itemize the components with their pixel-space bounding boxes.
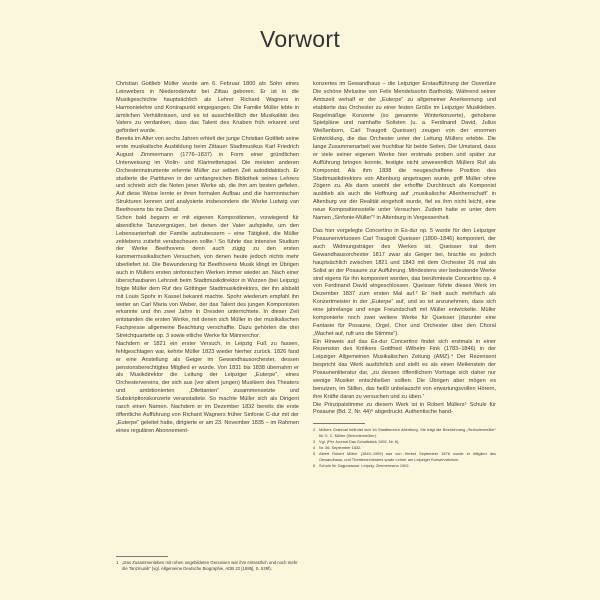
footnote-number: 1 — [116, 560, 119, 565]
paragraph: Das hier vorgelegte Concertino in Es-dur op. 5 wurde für den Leipziger Posaunenvirtuosen Carl Traugott Queisser (1800–1846) komponiert, der auch Widmungsträger des Werkes ist. Queisser trat dem Gewandhausorchester 1817 zwar als Geiger bei, brachte es jedoch hauptsächlich zwischen 1821 und 1843 mit dem Orchester 26 mal als Solist an der Posaune zur Aufführung. Mindestens vier bedeutende Werke sind eigens für ihn komponiert worden, das berühmteste Concertino op. 4 von Ferdinand David eingeschlossen. Queisser führte dieses Werk im Dezember 1837 zum ersten Mal auf.³ Er hielt auch mehrfach als Konzertmeister in der „Euterpe“ auf, und so ist anzunehmen, dass sich eine jahrelange und enge Freundschaft mit Müller entwickelte. Müller komponierte noch zwei weitere Werke für Queisser (darunter eine Fantasie für Posaune, Orgel, Chor und Orchester über den Choral „Wachet auf, ruft uns die Stimme“). — [313, 228, 496, 337]
footnote-number: 6 — [313, 463, 316, 469]
footnote — [313, 427, 496, 438]
left-column — [116, 81, 299, 435]
page-title: Vorwort — [259, 26, 341, 52]
paragraph: Christian Gottlieb Müller wurde am 6. Februar 1800 als Sohn eines Leinwebers in Niederoderwitz bei Zittau geboren. Er ist in die Musikgeschichte hauptsächlich als Lehrer Richard Wagners in Harmonielehre und Kontrapunkt eingegangen. Die Familie Müller lebte in ärmlichen Verhältnissen, und es ist ausschließlich der Musikalität des Vaters zu verdanken, dass das Talent des Knaben früh erkannt und gefördert wurde. — [116, 81, 299, 135]
footnote — [116, 560, 299, 572]
right-column — [313, 81, 496, 469]
paragraph: Ein Hinweis auf das Es-dur Concertino findet sich erstmals in einer Rezension des Kritikers Gottfried Wilhelm Fink (1783–1846) in der Leipziger Allgemeinen Musikalischen Zeitung (AMZ).⁴ Der Rezensent bespricht das Werk ausführlich und stellt es als einen Meilenstein der Posaunenliteratur dar, „zu dessen öffentlichem Vortrage sich daher nur wenige Musiker entschließen sollten. Die Übrigen aber mögen es benutzen, im Stillen, das heißt unbelauscht von erwartungsvollen Hörern, ihre Kräfte daran zu versuchen und zu üben.“ — [313, 338, 496, 400]
footnote-text: Schule für Zugposaune. Leipzig: Zimmermann 1902. — [319, 463, 410, 469]
footnote-rule — [116, 556, 168, 557]
footnote-number: 3 — [313, 439, 316, 445]
footnote-text: „Das Zusammenleben mit rohen ungebildeten Genossen war ihm entsetzlich und noch mehr die Tanzmusik“ (vgl. Allgemeine Deutsche Biographie, ADB 22 [1885], S. 529f). — [122, 560, 298, 572]
paragraph: Die Prinzipalstimme zu diesem Werk ist in Robert Müllers⁵ Schule für Posaune (Bd. 2, Nr. 44)⁶ abgedruckt. Authentische hand- — [313, 401, 496, 416]
footnote — [313, 463, 496, 469]
paragraph: Schon bald begann er mit eigenen Kompositionen, vorwiegend für abendliche Tanzvergnügen, bei denen der Vater aufspielte, um den Lebensunterhalt der Familie aufzubessern – eine Tätigkeit, die Müller zeitlebens zutiefst verabscheuen sollte.¹ So führte das intensive Studium der Werke Beethovens denn auch zügig zu den ersten kammermusikalischen Versuchen, von denen heute jedoch nichts mehr überliefert ist. Die Bewunderung für Beethovens Musik klingt im Übrigen auch in Müllers ersten sinfonischen Werken immer wieder an. Nach einer überschaubaren Lehrzeit beim Stadtmusikdirektor in Wurzen (bei Leipzig) folgte Müller dem Ruf des Göttinger Stadtmusikdirektors, der ihn alsbald mit Louis Spohr in Kassel bekannt machte. Spohr wiederum empfahl ihn weiter an Carl Maria von Weber, der das Talent des jungen Komponisten erkannte und ihn zwei Jahre in Dresden unterrichtete. In dieser Zeit entstanden die ersten Werke, mit denen sich Müller in der musikalischen Fachpresse allgemeine Beachtung verschaffte. Dazu gehörten die drei Streichquartette op. 3 sowie etliche Werke für Männerchor. — [116, 214, 299, 339]
footnote-number: 2 — [313, 427, 316, 433]
footnote-text: Albert Robert Müller (1849–1909) war von Herbst September 1876 wurde er Mitglied des Gewandhaus- und Theaterorchesters sowie Lehrer am Leipziger Konservatorium. — [319, 451, 496, 463]
footnote — [313, 445, 496, 451]
footnote-number: 5 — [313, 451, 316, 457]
footnote-text: Vgl. (Per Journal Das Schaltstück 1992, Nr. 6). — [319, 439, 400, 445]
footnote — [313, 451, 496, 462]
footnote-number: 4 — [313, 445, 316, 451]
footnote-rule — [313, 423, 365, 424]
footnote-text: Nr. 36, September 1832. — [319, 445, 362, 451]
paragraph: Nachdem er 1821 ein erster Versuch, in Leipzig Fuß zu fassen, fehlgeschlagen war, kehrte Müller 1823 wieder hierher zurück. 1826 fand er eine Anstellung als Geiger im Gewandhausorchester, dessen pensionsberechtigtes Mitglied er wurde. Von 1831 bis 1838 übernahm er als Musikdirektor die Leitung der Leipziger „Euterpe“, eines Orchestervereins, der sich aus (vor allem jungen) Musikern des Theaters und ambitionierten „Dilettanten“ zusammensetzte und Subskriptionskonzerte veranstaltete. So machte Müller sich als Dirigent rasch einen Namen. Nachdem er im Dezember 1832 bereits die erste öffentliche Aufführung von Richard Wagners früher Sinfonie C-dur mit der „Euterpe“ geleitet hatte, dirigierte er am 23. November 1835 – im Rahmen eines regulären Abonnement- — [116, 340, 299, 434]
footnote — [313, 439, 496, 445]
paragraph: konzertes im Gewandhaus – die Leipziger Erstaufführung der Ouvertüre Die schöne Melusine von Felix Mendelssohn Bartholdy. Während seiner Amtszeit verhalf er der „Euterpe“ zu allgemeiner Anerkennung und etablierte das Orchester zu einer festen Größe im Leipziger Musikleben. Regelmäßige Konzerte (so genannte Winterkonzerte), gehobene Spielpläne und namhafte Solisten (u. a. Ferdinand David, Julius Weißenborn, Carl Traugott Queisser) zeugen von der enormen Entwicklung, die das Orchester unter der Leitung Müllers erlebte. Die lange Zusammenarbeit war fruchtbar für beide Seiten. Der Umstand, dass er viele seiner eigenen Werke hier erstmals proben und später zur Aufführung bringen konnte, festigte nicht unwesentlich Müllers Ruf als Komponist. Als ihm 1838 die neugeschaffene Position des Stadtmusikdirektors von Altenburg angetragen wurde, griff Müller ohne Zögern zu. Als dann sowohl der erhoffte Durchbruch als Komponist ausblieb als auch die Hoffnung auf „musikalische Allenherrschaft“ in Altenburg vor der Realität eingeholt wurde, fiel es ihm nicht leicht, eine neue Kompositionsstelle unter Versuchen. Zudem hatte er unter dem Namen „Sinfonie-Müller“² in Altenburg in Vergessenheit. — [313, 81, 496, 221]
left-footnotes — [116, 550, 299, 573]
footnote-text: Müllers Grabmal befindet sich im Stadtbereich Altenburg. Sie trägt die Bezeichnung „Sinfonienmüller“ für G. C. Müller (Sinfonienmüller). — [319, 427, 496, 438]
paragraph: Bereits im Alter von sechs Jahren erhielt der junge Christian Gottlieb seine erste musikalische Ausbildung beim Zittauer Stadtmusikus Karl Friedrich August Zimmermann (1776–1837) in Form einer gründlichen Unterweisung im Violin- und Klarinettenspiel. Die meisten anderen Orchesterinstrumente erlernte Müller zur selben Zeit autodidaktisch. Er studierte die Partituren in der umfangreichen Bibliothek seines Lehrers und schrieb sich die Noten jener Werke ab, die ihm am besten gefielen. Auf diese Weise lernte er ihren formalen Aufbau und die harmonischen Strukturen kennen und analysierte insbesondere die Werke Ludwig van Beethovens bis ins Detail. — [116, 136, 299, 213]
